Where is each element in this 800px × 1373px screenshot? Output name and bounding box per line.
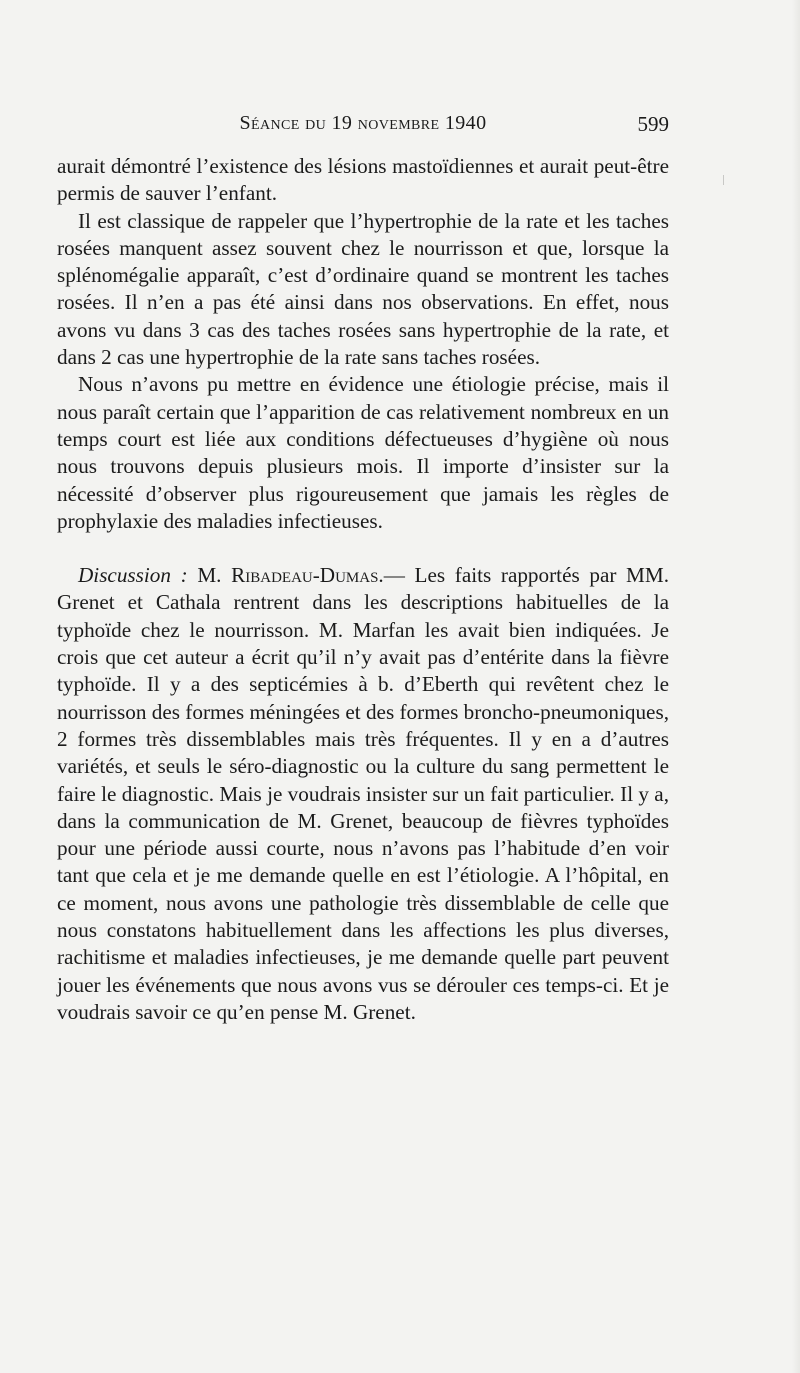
page-edge-mark bbox=[723, 175, 724, 185]
body-text bbox=[57, 153, 669, 1026]
discussion-text: — Les faits rapportés par MM. Grenet et Cathala rentrent dans les descriptions habituelles de la typhoïde chez le nourrisson. M. Marfan les avait bien indiquées. Je crois que cet auteur a écrit qu’il n’y avait pas d’entérite dans la fièvre typhoïde. Il y a des septicémies à b. d’Eberth qui revêtent chez le nourrisson des formes méningées et des formes broncho-pneumoniques, 2 formes très dissemblables mais très fréquentes. Il y en a d’autres variétés, et seuls le séro-diagnostic ou la culture du sang permettent le faire le diagnostic. Mais je voudrais insister sur un fait particulier. Il y a, dans la communication de M. Grenet, beaucoup de fièvres typhoïdes pour une période aussi courte, nous n’avons pas l’habitude d’en voir tant que cela et je me demande quelle en est l’étiologie. A l’hôpital, en ce moment, nous avons une pathologie très dissemblable de celle que nous constatons habituellement dans les affections les plus diverses, rachitisme et maladies infectieuses, je me demande quelle part peuvent jouer les événements que nous avons vus se dérouler ces temps-ci. Et je voudrais savoir ce qu’en pense M. Grenet. bbox=[57, 563, 670, 1024]
page-number: 599 bbox=[637, 112, 669, 136]
page-edge-shadow bbox=[792, 0, 800, 1373]
speaker-prefix: M. bbox=[197, 563, 222, 588]
paragraph: Nous n’avons pu mettre en évidence une étiologie précise, mais il nous paraît certain que l’apparition de cas relativement nombreux en un temps court est liée aux conditions défectueuses d’hygiène où nous nous trouvons depuis plusieurs mois. Il importe d’insister sur la nécessité d’observer plus rigoureusement que jamais les règles de prophylaxie des maladies infectieuses. bbox=[57, 372, 669, 533]
speaker-name: Ribadeau-Dumas. bbox=[231, 563, 384, 588]
paragraph-continued: aurait démontré l’existence des lésions mastoïdiennes et aurait peut-être permis de sauver l’enfant. bbox=[57, 154, 669, 206]
paragraph: Il est classique de rappeler que l’hypertrophie de la rate et les taches rosées manquent assez souvent chez le nourrisson et que, lorsque la splénomégalie apparaît, c’est d’ordinaire quand se montrent les taches rosées. Il n’en a pas été ainsi dans nos observations. En effet, nous avons vu dans 3 cas des taches rosées sans hypertrophie de la rate, et dans 2 cas une hypertrophie de la rate sans taches rosées. bbox=[57, 208, 669, 370]
running-title: Séance du 19 novembre 1940 bbox=[239, 112, 487, 134]
discussion-label: Discussion : bbox=[78, 563, 188, 588]
page-header bbox=[57, 112, 669, 142]
discussion-paragraph bbox=[57, 562, 669, 1026]
